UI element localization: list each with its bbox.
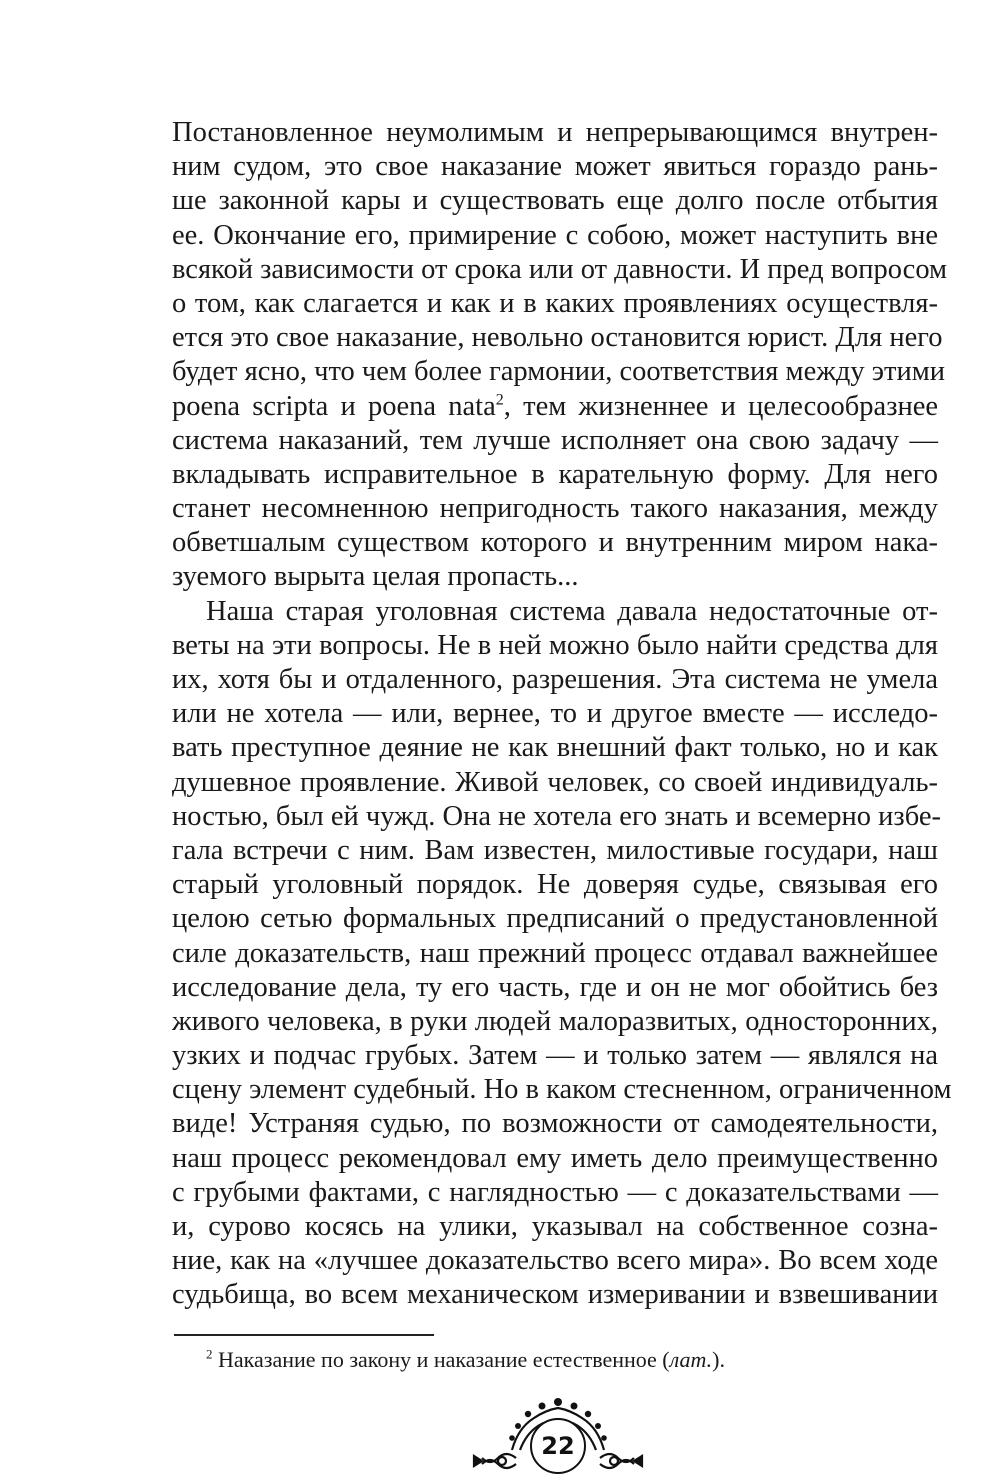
footnote-divider <box>174 1334 434 1336</box>
body-text <box>172 116 952 1313</box>
text-line: ние, как на «лучшее доказательство всего мира». Во всем ходе <box>172 1245 938 1277</box>
text-line: всякой зависимости от срока или от давности. И пред вопросом <box>172 253 948 285</box>
text-line: о том, как слагается и как и в каких проявлениях осуществля- <box>172 287 938 319</box>
text-line: ее. Окончание его, примирение с собою, может наступить вне <box>172 219 938 251</box>
text-line: исследование дела, ту его часть, где и он не мог обойтись без <box>172 971 938 1003</box>
text-line: ется это свое наказание, невольно остановится юрист. Для него <box>172 322 943 354</box>
footnote-reference[interactable]: 2 <box>495 391 504 408</box>
text-line: наш процесс рекомендовал ему иметь дело преимущественно <box>172 1142 938 1174</box>
text-line: силе доказательств, наш прежний процесс отдавал важнейшее <box>172 937 938 969</box>
text-line: станет несомненною непригодность такого наказания, между <box>172 493 938 525</box>
text-line: или не хотела — или, вернее, то и другое вместе — исследо- <box>172 698 938 730</box>
text-line-with-footnote <box>172 390 938 424</box>
text-line: вать преступное деяние не как внешний факт только, но и как <box>172 732 938 764</box>
footnote <box>206 1346 926 1374</box>
page-number-ornament <box>472 1388 644 1475</box>
text-line: ним судом, это свое наказание может явиться гораздо рань- <box>172 151 938 183</box>
text-line: будет ясно, что чем более гармонии, соответствия между этими <box>172 356 946 388</box>
text-line: ше законной кары и существовать еще долго после отбытия <box>172 185 938 217</box>
text-line: вкладывать исправительное в карательную форму. Для него <box>172 458 938 490</box>
text-line: целою сетью формальных предписаний о предустановленной <box>172 903 938 935</box>
line-remainder: , тем жизненнее и целесообразнее <box>503 390 938 422</box>
text-line: ностью, был ей чужд. Она не хотела его знать и всемерно избе- <box>172 800 941 832</box>
text-line: и, сурово косясь на улики, указывал на собственное созна- <box>172 1211 938 1242</box>
text-line: сцену элемент судебный. Но в каком стесненном, ограниченном <box>172 1074 952 1106</box>
text-line: их, хотя бы и отдаленного, разрешения. Эта система не умела <box>172 664 938 695</box>
footnote-text: Наказание по закону и наказание естественное ( <box>218 1347 670 1372</box>
text-line: с грубыми фактами, с наглядностью — с доказательствами — <box>172 1176 938 1208</box>
text-line: обветшалым существом которого и внутренним миром нака- <box>172 527 938 559</box>
text-line: система наказаний, тем лучше исполняет она свою задачу — <box>172 424 938 456</box>
footnote-marker: 2 <box>206 1346 213 1362</box>
text-line: Постановленное неумолимым и непрерывающимся внутрен- <box>172 117 938 148</box>
text-line: узких и подчас грубых. Затем — и только затем — являлся на <box>172 1040 938 1072</box>
text-line: живого человека, в руки людей малоразвитых, односторонних, <box>172 1005 938 1037</box>
latin-phrase: poena scripta и poena nata <box>172 390 496 422</box>
text-line: старый уголовный порядок. Не доверяя судье, связывая его <box>172 869 938 901</box>
footnote-end: ). <box>712 1347 725 1372</box>
text-line: виде! Устраняя судью, по возможности от самодеятельности, <box>172 1108 938 1140</box>
text-line: гала встречи с ним. Вам известен, милостивые государи, наш <box>172 834 938 866</box>
text-line-paragraph-start: Наша старая уголовная система давала недостаточные от- <box>206 595 938 627</box>
text-line: веты на эти вопросы. Не в ней можно было найти средства для <box>172 629 938 661</box>
text-line: судьбища, во всем механическом измеривании и взвешивании <box>172 1279 938 1311</box>
page-number: 22 <box>530 1418 586 1474</box>
text-line-paragraph-end: зуемого вырыта целая пропасть... <box>172 561 579 593</box>
text-line: душевное проявление. Живой человек, со своей индивидуаль- <box>172 766 938 798</box>
footnote-language: лат. <box>669 1347 713 1372</box>
